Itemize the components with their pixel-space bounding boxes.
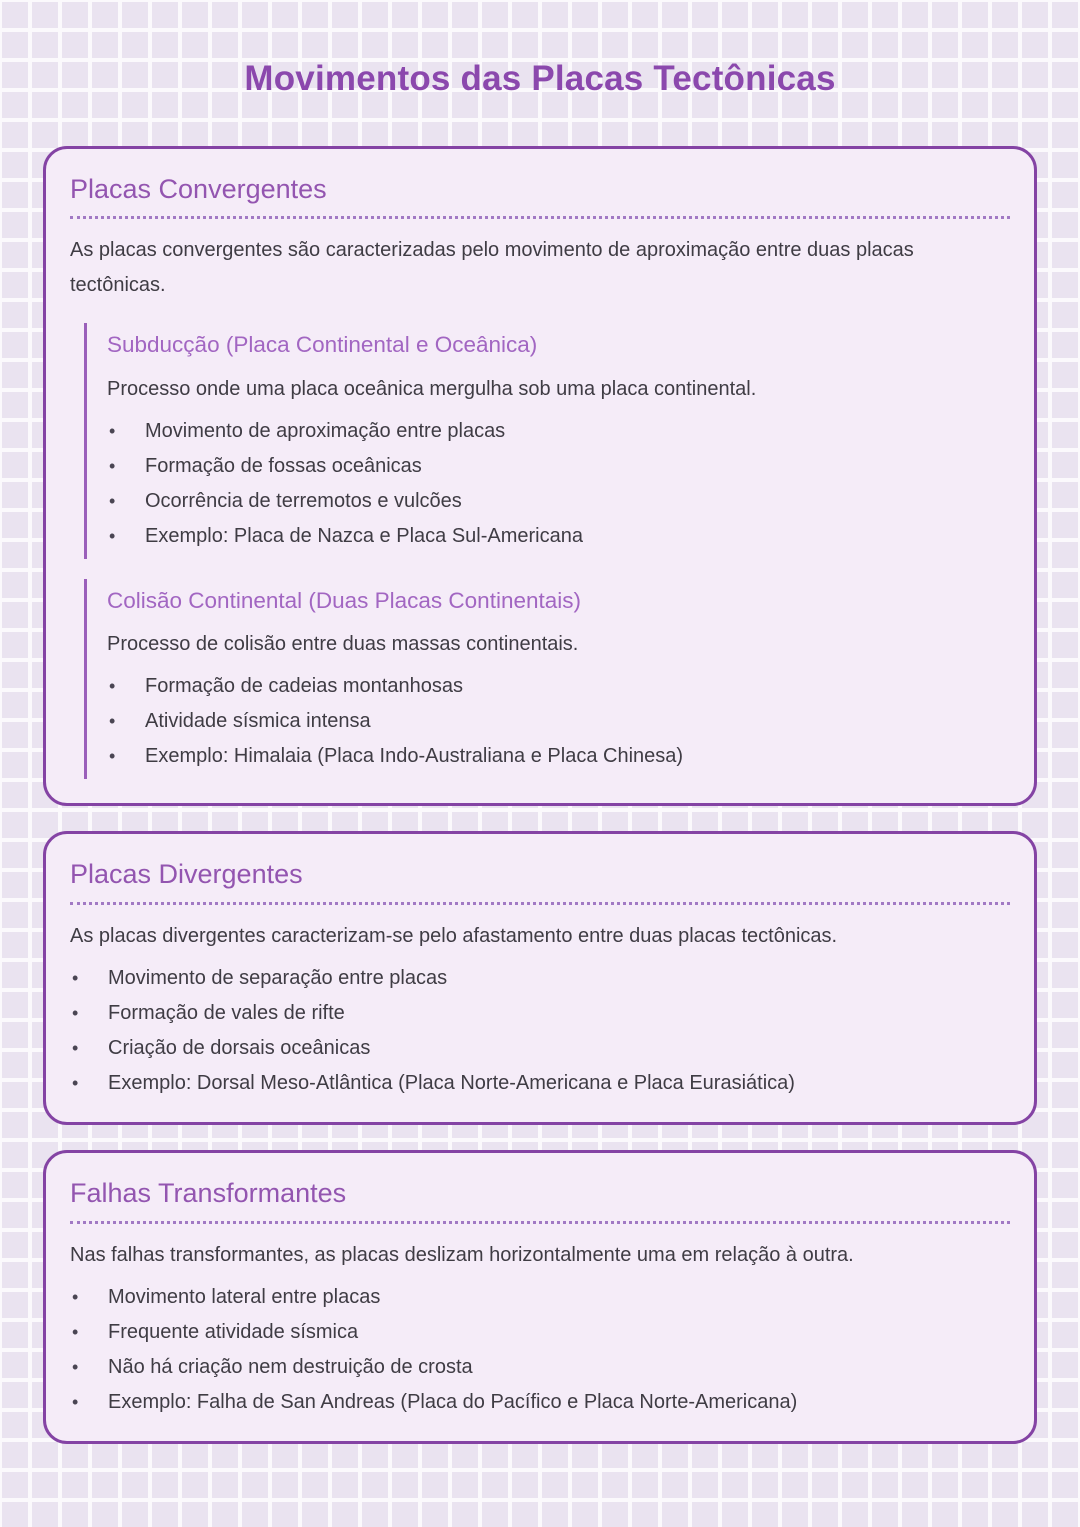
section-intro: As placas divergentes caracterizam-se pelo afastamento entre duas placas tectônicas.: [70, 925, 838, 948]
subsection-intro: Processo de colisão entre duas massas continentais.: [107, 633, 579, 656]
subsection-title: Subducção (Placa Continental e Oceânica): [107, 332, 538, 358]
bullet-item: [70, 1388, 1010, 1417]
bullet-text: Não há criação nem destruição de crosta: [108, 1355, 473, 1378]
bullet-list: [70, 1283, 1010, 1417]
bullet-item: [107, 522, 1010, 551]
bullet-text: Frequente atividade sísmica: [108, 1320, 359, 1343]
bullet-text: Ocorrência de terremotos e vulcões: [145, 489, 462, 512]
subsection-intro: Processo onde uma placa oceânica mergulha sob uma placa continental.: [107, 377, 757, 400]
bullet-dot-icon: •: [72, 1003, 79, 1024]
bullet-text: Formação de fossas oceânicas: [145, 454, 422, 477]
bullet-item: [70, 1283, 1010, 1312]
bullet-text: Criação de dorsais oceânicas: [108, 1037, 371, 1060]
bullet-item: [107, 742, 1010, 771]
bullet-item: [70, 964, 1010, 993]
bullet-dot-icon: •: [109, 420, 116, 441]
bullet-dot-icon: •: [109, 455, 116, 476]
section-card-falhas-transformantes: [43, 1150, 1037, 1444]
bullet-text: Formação de vales de rifte: [108, 1002, 345, 1025]
bullet-dot-icon: •: [72, 1321, 79, 1342]
bullet-item: [70, 1318, 1010, 1347]
section-intro: As placas convergentes são caracterizadas pelo movimento de aproximação entre duas placas tectônicas.: [70, 239, 914, 297]
bullet-text: Exemplo: Placa de Nazca e Placa Sul-Americana: [145, 524, 583, 547]
page-title: Movimentos das Placas Tectônicas: [244, 59, 836, 98]
bullet-text: Movimento de separação entre placas: [108, 967, 448, 990]
subsection-title: Colisão Continental (Duas Placas Continentais): [107, 587, 581, 613]
bullet-dot-icon: •: [109, 711, 116, 732]
bullet-dot-icon: •: [72, 1286, 79, 1307]
bullet-dot-icon: •: [109, 676, 116, 697]
bullet-list: [107, 417, 1010, 551]
bullet-text: Exemplo: Dorsal Meso-Atlântica (Placa Norte-Americana e Placa Eurasiática): [108, 1072, 795, 1095]
bullet-text: Formação de cadeias montanhosas: [145, 675, 463, 698]
section-card-placas-divergentes: [43, 831, 1037, 1125]
section-intro: Nas falhas transformantes, as placas deslizam horizontalmente uma em relação à outra.: [70, 1243, 854, 1266]
section-title: Falhas Transformantes: [70, 1175, 1010, 1224]
subsection-colisao-continental: [84, 579, 1010, 780]
bullet-item: [107, 707, 1010, 736]
bullet-list: [70, 964, 1010, 1098]
bullet-item: [107, 487, 1010, 516]
bullet-dot-icon: •: [72, 1391, 79, 1412]
bullet-text: Exemplo: Himalaia (Placa Indo-Australiana e Placa Chinesa): [145, 745, 684, 768]
section-title: Placas Divergentes: [70, 856, 1010, 905]
bullet-text: Movimento lateral entre placas: [108, 1285, 381, 1308]
bullet-item: [70, 1069, 1010, 1098]
bullet-dot-icon: •: [109, 525, 116, 546]
bullet-text: Movimento de aproximação entre placas: [145, 419, 506, 442]
bullet-item: [107, 452, 1010, 481]
bullet-item: [70, 999, 1010, 1028]
bullet-dot-icon: •: [72, 1038, 79, 1059]
section-card-placas-convergentes: [43, 146, 1037, 807]
bullet-text: Atividade sísmica intensa: [145, 710, 371, 733]
bullet-item: [107, 417, 1010, 446]
bullet-dot-icon: •: [109, 490, 116, 511]
bullet-item: [107, 672, 1010, 701]
bullet-text: Exemplo: Falha de San Andreas (Placa do Pacífico e Placa Norte-Americana): [108, 1390, 798, 1413]
bullet-item: [70, 1353, 1010, 1382]
bullet-list: [107, 672, 1010, 771]
bullet-dot-icon: •: [72, 968, 79, 989]
bullet-dot-icon: •: [72, 1073, 79, 1094]
subsection-subduccao: [84, 323, 1010, 559]
bullet-dot-icon: •: [72, 1356, 79, 1377]
bullet-dot-icon: •: [109, 746, 116, 767]
bullet-item: [70, 1034, 1010, 1063]
section-title: Placas Convergentes: [70, 171, 1010, 220]
